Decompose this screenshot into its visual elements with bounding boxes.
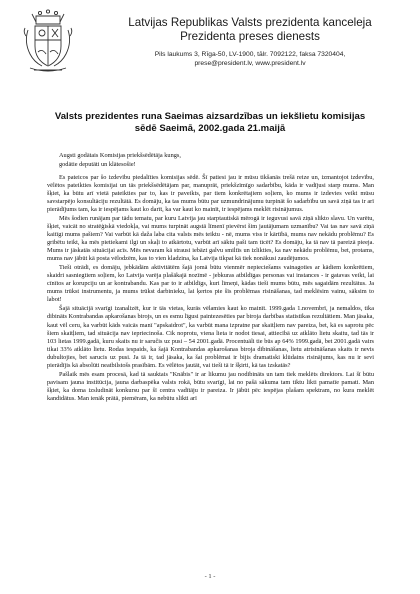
salutation: godātie deputāti un klātesošie! [59,160,136,168]
body-paragraph: Es pateicos par šo izdevību piedalīties komisijas sēdē. Šī patiesi jau ir mūsu tikšanās trešā reize un, izmantojot izdevību, vēlētos pateikties komisijai un tās priekšsēdētājam par, manuprāt, priekšzīmīgo sadarbību, kāda ir vadījusi starp mums. Man šķiet, ka būtu arī vietā pateikties par to, kas ir paveikts, par tiem konkrētajiem soļiem, ko mums ir izdevies veikt mūsu savstarpējo konsultāciju rezultātā. Es domāju, ka tas mums būtu par uzmundrinājumu turpināt šo sadarbību un savā ziņā tas ir arī pierādījums tam, ka ir iespējams kaut ko darīt, ka var kaut ko mainīt, ir iespējams meklēt risinājumus. [47,173,374,214]
speech-title-line1: Valsts prezidentes runa Saeimas aizsardzības un iekšlietu komisijas [54,111,366,122]
contact-line: prese@president.lv, www.president.lv [194,60,306,67]
body-paragraph: Pašlaik mēs esam procesā, kad tā sauktais "Knābis" ir ar likumu jau nodibināts un tam tiek meklēts direktors. Lai šī būtu pavisam jauna institūcija, jauna darbaspēka valsts rokā, būtu svarīgi, lai no pašā sākuma tam tiktu likti pamatīe pamati. Man šķiet, ka doma izsludināt konkursu par šī centra vadītāju ir pareiza. Ir jābūt pēc iespējas plašam spektram, no kura meklēt kandidātus. Man ienāk prātā, piemēram, ka nebūtu slikti arī [47,370,374,402]
letterhead [22,8,402,108]
body-paragraph: Tieši otrādi, es domāju, jebkādām aktivitātēm šajā jomā būtu vienmēr nepieciešams vainagoties ar kādiem konkrētiem, skaidri sasniegtiem soļiem, ko Latvija varēja plašākajā nozīmē - jebkuras atbildīgas personas vai instances - ir gatavas veikt, lai cīnītos ar korupciju un ar kontrabandu. Kas par to ir atbildīgs, kuri līmeņi, kādas tieši mums būtu, mēs sagaidām rezultātus. Ja mums trūkst instrumentu, ja mums trūkst darbinieku, lai ķertos pie šīs problēmas risināšanas, tad meklēsim vainu, sāksim to labot! [47,264,374,304]
department-name: Prezidenta preses dienests [180,30,320,43]
address-line: Pils laukums 3, Rīga-50, LV-1900, tālr. 7092122, faksa 7320404, [154,51,346,58]
latvian-coat-of-arms-icon [22,8,74,74]
body-paragraph: Mēs šodien runājam par tādu tematu, par kuru Latvija jau starptautiskā mērogā ir ieguvusi savā ziņā slikto slavu. Un varētu, šķiet, vaicāt no stratēģiskā viedokļa, vai mums turpināt augstā līmenī pievērst šim jautājumam uzmanību? Vai tas nav savā ziņā kaitīgi mums pašiem? Vai varbūt kā daža laba cita valsts mēs teiktu - nē, mums viss ir kārtībā, mums nav nekādu problēmu? Es gribētu teikt, ka mēs pietiekami ilgi un skaļi to atkārtotu, varbūt arī sāktu paši tam ticēt? Es domāju, ka tā nav tā pareizā pieeja. Mums ir jāskatās situācijai acīs. Mēs nevaram kā strausi iebāzt galvu smiltīs un izlikties, ka nav nekādu problēmu, bet, protams, mums nav jābūt kā posta vēlodzēm, kas to vien kladzina, ka Latvija tikpat kā tiek nonākusi zaudējumos. [47,215,374,263]
institution-name: Latvijas Republikas Valsts prezidenta kanceleja [128,16,372,29]
salutation: Augsti godātais Komisijas priekšsēdētāja kungs, [59,152,181,159]
speech-title [30,111,390,135]
speech-body [47,152,374,403]
speech-title-line2: sēdē Saeimā, 2002.gada 21.maijā [134,123,286,134]
body-paragraph: Šajā situācijā svarīgi izanalizēt, kur ir tās vietas, kurās vēlamies kaut ko mainīt. 1999.gada 1.novembrī, ja nemaldos, tika dibināts Kontrabandas apkarošanas birojs, un es esmu līgusi paintezesēties par biroja darbības statistikas rezultātiem. Man jāsaka, kaut vēl ceru, ka varbūt kāds vaicās manī "apskaidrot", ka varbūt mana izpratne par skaitļiem nav pareiza, bet, kā es saprotu pēc šiem skaitļiem, tad situācija nav iepriecinoša. Cik noprotu, viena lieta ir nodot tiesai, attiecībā uz atklāto lietu skaitu, tad tās ir 103 lietas 1999.gadā, kuru skaits nu ir saručis uz pusi – 54 2001.gadā. Procentuāli tie būs ap 64% 1999.gadā, bet 2001.gadā vairs tikai 33% atklāto lietu. Rodas iespaids, ka šajā Kontrabandas apkarošanas biroja dibināšanas, lietu atrisināšanas skaits ir nevis dubultojies, bet sarucis uz pusi. Ja tā ir, tad jāsaka, ka šai problēmai ir bijis dramatiski klūdains risinājums, kas nu ir sevi pierādījis kā absolūti neatbilstošs prasībām. Es vēlētos jautāt, vai tieši tā ir šķirti, kā tas izskatās? [47,305,374,369]
page-number: - 1 - [204,573,216,580]
